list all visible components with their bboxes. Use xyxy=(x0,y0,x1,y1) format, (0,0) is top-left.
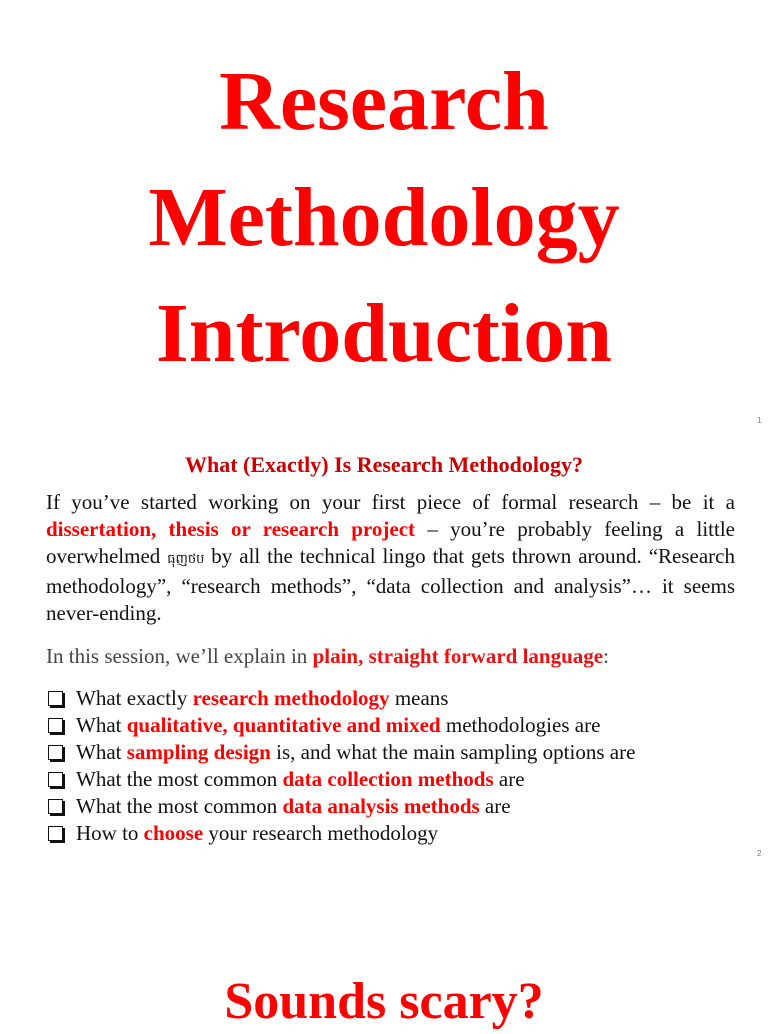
item-highlight: sampling design xyxy=(126,740,271,764)
checkbox-icon xyxy=(48,718,63,733)
paragraph-text: by all the technical lingo that gets thrown around. “Research methodology”, “research methods”, “data collection and analysis”… it seems never-ending. xyxy=(46,544,735,625)
item-highlight: choose xyxy=(143,821,204,845)
item-highlight: data analysis methods xyxy=(282,794,480,818)
item-text: methodologies are xyxy=(445,713,601,737)
item-highlight: research methodology xyxy=(192,686,390,710)
topic-list xyxy=(46,685,746,847)
intro-paragraph xyxy=(46,489,735,627)
section-heading: What (Exactly) Is Research Methodology? xyxy=(185,452,583,477)
title-line-introduction: Introduction xyxy=(156,287,612,380)
list-item xyxy=(46,820,746,847)
item-text: means xyxy=(394,686,449,710)
page-number-1: 1 xyxy=(757,416,762,425)
list-item xyxy=(46,739,746,766)
title-line-research: Research xyxy=(219,55,549,148)
list-item xyxy=(46,685,746,712)
page-number-2: 2 xyxy=(757,849,762,858)
list-item xyxy=(46,712,746,739)
session-intro xyxy=(46,642,746,670)
item-text: How to xyxy=(76,821,139,845)
item-text: What the most common xyxy=(76,767,278,791)
checkbox-icon xyxy=(48,799,63,814)
item-highlight: qualitative, quantitative and mixed xyxy=(126,713,441,737)
paragraph-text: If you’ve started working on your first piece of formal research – be it a xyxy=(46,490,735,514)
slide3-title: Sounds scary? xyxy=(224,973,544,1030)
item-highlight: data collection methods xyxy=(282,767,494,791)
checkbox-icon xyxy=(48,691,63,706)
checkbox-icon xyxy=(48,772,63,787)
checkbox-icon xyxy=(48,826,63,841)
item-text: is, and what the main sampling options are xyxy=(276,740,636,764)
item-text: are xyxy=(498,767,525,791)
item-text: What exactly xyxy=(76,686,188,710)
intro-highlight: plain, straight forward language xyxy=(312,644,604,668)
title-line-methodology: Methodology xyxy=(148,171,620,264)
item-text: What xyxy=(76,713,122,737)
item-text: your research methodology xyxy=(208,821,439,845)
item-text: What the most common xyxy=(76,794,278,818)
item-text: What xyxy=(76,740,122,764)
khmer-annotation: ធុញថប xyxy=(167,552,205,567)
list-item xyxy=(46,766,746,793)
checkbox-icon xyxy=(48,745,63,760)
slide-title xyxy=(0,44,768,392)
paragraph-text: – you’re probably feeling a little overwhelmed xyxy=(46,517,736,568)
intro-text: In this session, we’ll explain in xyxy=(46,644,313,668)
list-item xyxy=(46,793,746,820)
intro-text: : xyxy=(603,644,609,668)
paragraph-highlight: dissertation, thesis or research project xyxy=(46,517,416,541)
item-text: are xyxy=(484,794,511,818)
